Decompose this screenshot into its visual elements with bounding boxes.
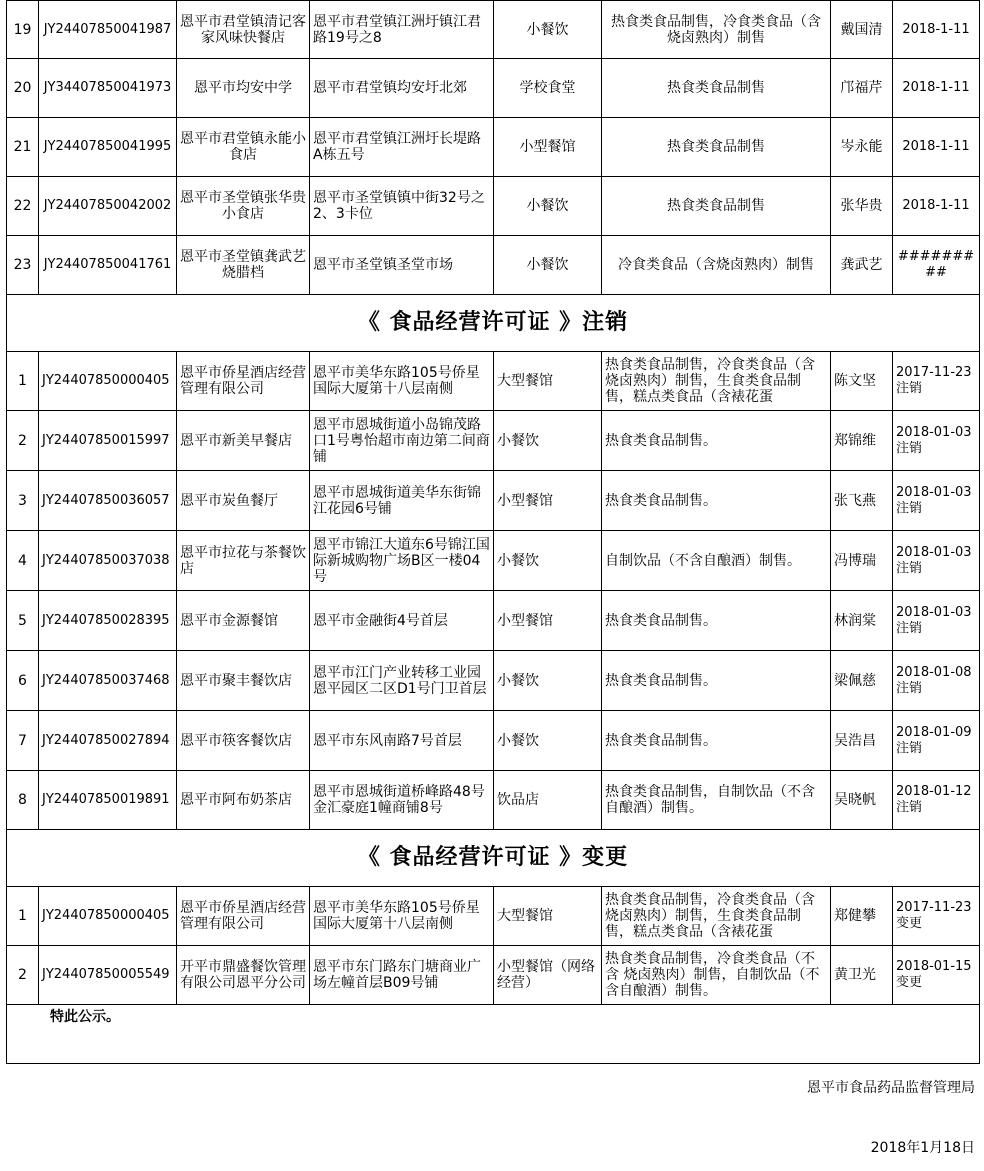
business-name: 恩平市侨星酒店经营管理有限公司 <box>177 887 310 946</box>
legal-representative: 张飞燕 <box>831 471 893 531</box>
license-date: 2018-1-11 <box>893 118 980 177</box>
changed-license-rows <box>7 887 980 1005</box>
business-address: 恩平市恩城街道小岛锦茂路口1号粤怡超市南边第二间商铺 <box>310 411 494 471</box>
table-row <box>7 352 980 411</box>
table-row <box>7 651 980 711</box>
legal-representative: 吴晓帆 <box>831 771 893 830</box>
issuing-authority: 恩平市食品药品监督管理局 <box>807 1080 975 1096</box>
legal-representative: 陈文坚 <box>831 352 893 411</box>
business-address: 恩平市锦江大道东6号锦江国际新城购物广场B区一楼04号 <box>310 531 494 591</box>
legal-representative: 戴国清 <box>831 1 893 59</box>
business-name: 恩平市君堂镇清记客家风味快餐店 <box>177 1 310 59</box>
issue-date: 2018年1月18日 <box>870 1140 975 1156</box>
business-scope: 自制饮品（不含自酿酒）制售。 <box>602 531 831 591</box>
business-address: 恩平市圣堂镇镇中街32号之2、3卡位 <box>310 177 494 236</box>
business-scope: 热食类食品制售。 <box>602 471 831 531</box>
legal-representative: 黄卫光 <box>831 946 893 1005</box>
license-number: JY24407850000405 <box>39 887 177 946</box>
table-row <box>7 411 980 471</box>
legal-representative: 郑健攀 <box>831 887 893 946</box>
table-row <box>7 591 980 651</box>
business-type: 小型餐馆 <box>494 118 602 177</box>
row-number: 20 <box>7 59 39 118</box>
business-address: 恩平市美华东路105号侨星国际大厦第十八层南侧 <box>310 887 494 946</box>
license-date: 2018-01-03注销 <box>893 411 980 471</box>
business-name: 恩平市圣堂镇龚武艺烧腊档 <box>177 236 310 295</box>
business-scope: 热食类食品制售。 <box>602 591 831 651</box>
business-name: 开平市鼎盛餐饮管理有限公司恩平分公司 <box>177 946 310 1005</box>
legal-representative: 林润棠 <box>831 591 893 651</box>
legal-representative: 郑锦维 <box>831 411 893 471</box>
table-row <box>7 531 980 591</box>
business-address: 恩平市江门产业转移工业园恩平园区二区D1号门卫首层 <box>310 651 494 711</box>
table-row <box>7 1 980 59</box>
row-number: 7 <box>7 711 39 771</box>
license-number: JY24407850037468 <box>39 651 177 711</box>
business-scope: 热食类食品制售，冷食类食品（不含 烧卤熟肉）制售，自制饮品（不含自酿酒）制售。 <box>602 946 831 1005</box>
license-number: JY24407850042002 <box>39 177 177 236</box>
notice-cell <box>7 1005 980 1064</box>
row-number: 21 <box>7 118 39 177</box>
license-number: JY24407850041987 <box>39 1 177 59</box>
business-scope: 热食类食品制售。 <box>602 651 831 711</box>
business-type: 小餐饮 <box>494 531 602 591</box>
cancel-section-title: 《 食品经营许可证 》注销 <box>7 295 980 352</box>
row-number: 1 <box>7 352 39 411</box>
legal-representative: 梁佩慈 <box>831 651 893 711</box>
business-type: 小型餐馆 <box>494 591 602 651</box>
business-name: 恩平市炭鱼餐厅 <box>177 471 310 531</box>
table-row <box>7 236 980 295</box>
table-row <box>7 887 980 946</box>
business-scope: 热食类食品制售 <box>602 118 831 177</box>
row-number: 4 <box>7 531 39 591</box>
business-type: 大型餐馆 <box>494 887 602 946</box>
business-name: 恩平市拉花与茶餐饮店 <box>177 531 310 591</box>
row-number: 3 <box>7 471 39 531</box>
row-number: 2 <box>7 946 39 1005</box>
license-date: 2017-11-23注销 <box>893 352 980 411</box>
legal-representative: 岑永能 <box>831 118 893 177</box>
business-type: 饮品店 <box>494 771 602 830</box>
business-name: 恩平市新美早餐店 <box>177 411 310 471</box>
license-date: 2018-01-03注销 <box>893 471 980 531</box>
license-number: JY24407850036057 <box>39 471 177 531</box>
row-number: 23 <box>7 236 39 295</box>
business-type: 小餐饮 <box>494 1 602 59</box>
table-row <box>7 118 980 177</box>
business-name: 恩平市聚丰餐饮店 <box>177 651 310 711</box>
business-name: 恩平市金源餐馆 <box>177 591 310 651</box>
business-type: 小餐饮 <box>494 651 602 711</box>
business-scope: 热食类食品制售 <box>602 177 831 236</box>
row-number: 5 <box>7 591 39 651</box>
license-date: 2018-01-15变更 <box>893 946 980 1005</box>
new-license-rows <box>7 1 980 295</box>
license-date: 2018-01-08注销 <box>893 651 980 711</box>
business-address: 恩平市恩城街道桥峰路48号金汇豪庭1幢商铺8号 <box>310 771 494 830</box>
business-name: 恩平市圣堂镇张华贵小食店 <box>177 177 310 236</box>
table-row <box>7 471 980 531</box>
row-number: 8 <box>7 771 39 830</box>
license-date: 2018-01-12注销 <box>893 771 980 830</box>
notice-text: 特此公示。 <box>50 1009 120 1025</box>
legal-representative: 张华贵 <box>831 177 893 236</box>
legal-representative: 吴浩昌 <box>831 711 893 771</box>
business-address: 恩平市美华东路105号侨星国际大厦第十八层南侧 <box>310 352 494 411</box>
business-address: 恩平市东门路东门塘商业广场左幢首层B09号铺 <box>310 946 494 1005</box>
business-name: 恩平市侨星酒店经营管理有限公司 <box>177 352 310 411</box>
business-type: 小餐饮 <box>494 411 602 471</box>
business-type: 小餐饮 <box>494 236 602 295</box>
license-number: JY24407850027894 <box>39 711 177 771</box>
license-table <box>6 0 980 1064</box>
table-row <box>7 177 980 236</box>
license-date: 2017-11-23变更 <box>893 887 980 946</box>
row-number: 6 <box>7 651 39 711</box>
cancelled-license-rows <box>7 352 980 830</box>
table-row <box>7 771 980 830</box>
business-scope: 热食类食品制售，自制饮品（不含自酿酒）制售。 <box>602 771 831 830</box>
license-number: JY24407850037038 <box>39 531 177 591</box>
license-number: JY24407850005549 <box>39 946 177 1005</box>
license-number: JY34407850041973 <box>39 59 177 118</box>
business-type: 小型餐馆 <box>494 471 602 531</box>
business-scope: 冷食类食品（含烧卤熟肉）制售 <box>602 236 831 295</box>
row-number: 22 <box>7 177 39 236</box>
business-address: 恩平市君堂镇江洲圩长堤路A栋五号 <box>310 118 494 177</box>
license-date: 2018-1-11 <box>893 177 980 236</box>
legal-representative: 邝福芹 <box>831 59 893 118</box>
business-address: 恩平市君堂镇江洲圩镇江君路19号之8 <box>310 1 494 59</box>
license-number: JY24407850041995 <box>39 118 177 177</box>
business-address: 恩平市君堂镇均安圩北郊 <box>310 59 494 118</box>
business-type: 小型餐馆（网络经营） <box>494 946 602 1005</box>
business-name: 恩平市阿布奶茶店 <box>177 771 310 830</box>
business-type: 小餐饮 <box>494 177 602 236</box>
business-address: 恩平市恩城街道美华东街锦江花园6号铺 <box>310 471 494 531</box>
business-scope: 热食类食品制售。 <box>602 411 831 471</box>
business-address: 恩平市东风南路7号首层 <box>310 711 494 771</box>
legal-representative: 龚武艺 <box>831 236 893 295</box>
change-section-title: 《 食品经营许可证 》变更 <box>7 830 980 887</box>
business-address: 恩平市金融街4号首层 <box>310 591 494 651</box>
business-scope: 热食类食品制售。 <box>602 711 831 771</box>
business-scope: 热食类食品制售，冷食类食品（含烧卤熟肉）制售，生食类食品制售，糕点类食品（含裱花蛋 <box>602 887 831 946</box>
table-row <box>7 59 980 118</box>
row-number: 1 <box>7 887 39 946</box>
business-name: 恩平市均安中学 <box>177 59 310 118</box>
license-number: JY24407850028395 <box>39 591 177 651</box>
table-row <box>7 711 980 771</box>
business-type: 学校食堂 <box>494 59 602 118</box>
row-number: 19 <box>7 1 39 59</box>
business-address: 恩平市圣堂镇圣堂市场 <box>310 236 494 295</box>
business-scope: 热食类食品制售，冷食类食品（含烧卤熟肉）制售 <box>602 1 831 59</box>
table-row <box>7 946 980 1005</box>
license-date: 2018-01-03注销 <box>893 531 980 591</box>
license-date: 2018-01-03注销 <box>893 591 980 651</box>
license-date: ######### <box>893 236 980 295</box>
business-scope: 热食类食品制售 <box>602 59 831 118</box>
legal-representative: 冯博瑞 <box>831 531 893 591</box>
license-number: JY24407850019891 <box>39 771 177 830</box>
license-date: 2018-01-09注销 <box>893 711 980 771</box>
row-number: 2 <box>7 411 39 471</box>
license-number: JY24407850041761 <box>39 236 177 295</box>
business-type: 大型餐馆 <box>494 352 602 411</box>
license-number: JY24407850000405 <box>39 352 177 411</box>
business-name: 恩平市筷客餐饮店 <box>177 711 310 771</box>
license-date: 2018-1-11 <box>893 59 980 118</box>
license-number: JY24407850015997 <box>39 411 177 471</box>
license-date: 2018-1-11 <box>893 1 980 59</box>
business-type: 小餐饮 <box>494 711 602 771</box>
business-scope: 热食类食品制售，冷食类食品（含烧卤熟肉）制售，生食类食品制售，糕点类食品（含裱花蛋 <box>602 352 831 411</box>
business-name: 恩平市君堂镇永能小食店 <box>177 118 310 177</box>
